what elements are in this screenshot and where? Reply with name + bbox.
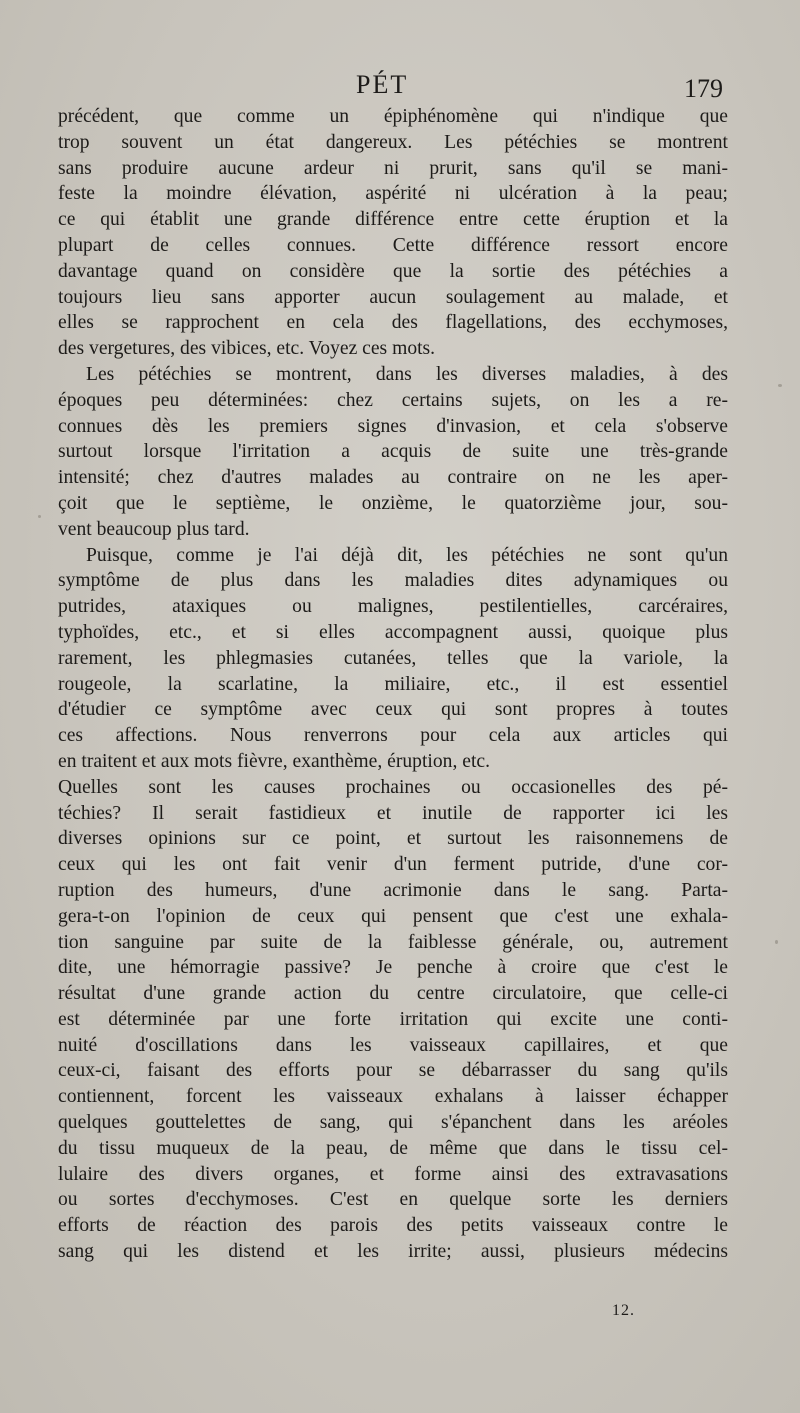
text-line: précédent, que comme un épiphénomène qui n'indique que: [58, 106, 728, 127]
signature-mark: 12.: [612, 1302, 635, 1319]
text-line: intensité; chez d'autres malades au contraire on ne les aper-: [58, 467, 728, 489]
text-line: tion sanguine par suite de la faiblesse générale, ou, autrement: [58, 931, 728, 953]
text-line: Les pétéchies se montrent, dans les diverses maladies, à des: [86, 363, 728, 385]
text-line: diverses opinions sur ce point, et surtout les raisonnemens de: [58, 828, 728, 850]
text-line: ruption des humeurs, d'une acrimonie dans le sang. Parta-: [58, 879, 728, 901]
text-line: çoit que le septième, le onzième, le quatorzième jour, sou-: [58, 492, 728, 514]
text-line: des vergetures, des vibices, etc. Voyez ces mots.: [58, 338, 436, 360]
page-number: 179: [684, 74, 723, 103]
text-line: connues dès les premiers signes d'invasion, et cela s'observe: [58, 415, 728, 437]
text-line: trop souvent un état dangereux. Les pétéchies se montrent: [58, 131, 728, 153]
text-line: typhoïdes, etc., et si elles accompagnent aussi, quoique plus: [58, 621, 728, 643]
text-line: symptôme de plus dans les maladies dites adynamiques ou: [58, 570, 728, 592]
text-line: sans produire aucune ardeur ni prurit, sans qu'il se mani-: [58, 157, 728, 179]
text-line: quelques gouttelettes de sang, qui s'épanchent dans les aréoles: [58, 1112, 728, 1134]
text-line: rarement, les phlegmasies cutanées, telles que la variole, la: [58, 647, 728, 669]
text-line: gera-t-on l'opinion de ceux qui pensent que c'est une exhala-: [58, 905, 728, 927]
text-line: ces affections. Nous renverrons pour cela aux articles qui: [58, 725, 728, 747]
text-line: ou sortes d'ecchymoses. C'est en quelque sorte les derniers: [58, 1189, 728, 1211]
text-line: sang qui les distend et les irrite; aussi, plusieurs médecins: [58, 1241, 728, 1263]
paper-speck: [38, 515, 41, 518]
text-line: contiennent, forcent les vaisseaux exhalans à laisser échapper: [58, 1086, 728, 1108]
text-line: ceux-ci, faisant des efforts pour se débarrasser du sang qu'ils: [58, 1060, 728, 1082]
body-text: [58, 104, 728, 1265]
text-line: résultat d'une grande action du centre circulatoire, que celle-ci: [58, 983, 728, 1005]
text-line: davantage quand on considère que la sortie des pétéchies a: [58, 260, 728, 282]
text-line: lulaire des divers organes, et forme ainsi des extravasations: [58, 1163, 728, 1185]
text-line: feste la moindre élévation, aspérité ni ulcération à la peau;: [58, 183, 728, 205]
text-line: est déterminée par une forte irritation qui excite une conti-: [58, 1008, 728, 1030]
paper-speck: [775, 940, 778, 944]
text-line: dite, une hémorragie passive? Je penche à croire que c'est le: [58, 957, 728, 979]
text-line: du tissu muqueux de la peau, de même que dans le tissu cel-: [58, 1137, 728, 1159]
text-line: époques peu déterminées: chez certains sujets, on les a re-: [58, 389, 728, 411]
text-line: ceux qui les ont fait venir d'un ferment putride, d'une cor-: [58, 854, 728, 876]
text-line: en traitent et aux mots fièvre, exanthème, éruption, etc.: [58, 750, 490, 772]
text-line: Quelles sont les causes prochaines ou occasionelles des pé-: [58, 776, 728, 798]
text-line: d'étudier ce symptôme avec ceux qui sont propres à toutes: [58, 699, 728, 721]
text-line: vent beaucoup plus tard.: [58, 518, 250, 540]
running-head: [0, 64, 800, 104]
text-line: téchies? Il serait fastidieux et inutile de rapporter ici les: [58, 802, 728, 824]
text-line: toujours lieu sans apporter aucun soulagement au malade, et: [58, 286, 728, 308]
text-line: plupart de celles connues. Cette différence ressort encore: [58, 234, 728, 256]
paper-speck: [778, 384, 782, 387]
text-line: nuité d'oscillations dans les vaisseaux capillaires, et que: [58, 1034, 728, 1056]
text-line: ce qui établit une grande différence entre cette éruption et la: [58, 209, 728, 231]
text-line: elles se rapprochent en cela des flagellations, des ecchymoses,: [58, 312, 728, 334]
running-head-title: PÉT: [356, 70, 409, 99]
text-line: rougeole, la scarlatine, la miliaire, etc., il est essentiel: [58, 673, 728, 695]
text-line: efforts de réaction des parois des petits vaisseaux contre le: [58, 1215, 728, 1237]
text-line: putrides, ataxiques ou malignes, pestilentielles, carcéraires,: [58, 596, 728, 618]
text-line: surtout lorsque l'irritation a acquis de suite une très-grande: [58, 441, 728, 463]
text-line: Puisque, comme je l'ai déjà dit, les pétéchies ne sont qu'un: [86, 544, 728, 566]
